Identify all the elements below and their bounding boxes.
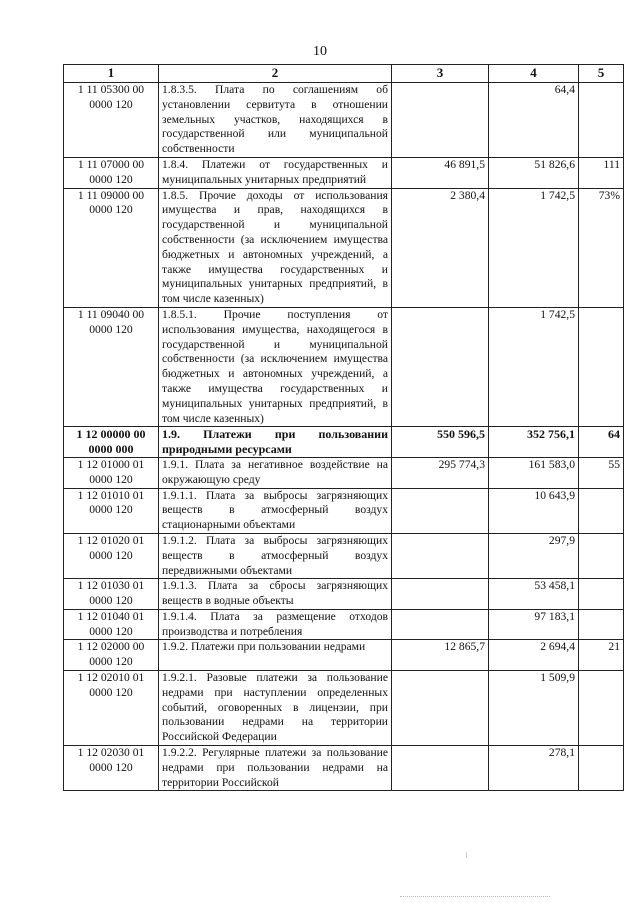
row-name-cell: 1.8.5.1. Прочие поступления от использования имущества, находящегося в государственной и муниципальной собственности (за исключением имущества бюджетных и автономных учреждений, а также имущества государственных и муниципальных унитарных предприятий, в том числе казенных) bbox=[159, 307, 392, 426]
row-fact-cell: 10 643,9 bbox=[489, 488, 579, 533]
row-code-cell: 1 12 01040 01 0000 120 bbox=[64, 609, 159, 640]
column-header-code: 1 bbox=[64, 65, 159, 83]
row-code-cell: 1 11 07000 00 0000 120 bbox=[64, 157, 159, 188]
row-plan-cell bbox=[392, 609, 489, 640]
row-name-cell: 1.8.5. Прочие доходы от использования имущества и прав, находящихся в государственной и муниципальной собственности (за исключением имущества бюджетных и автономных учреждений, а также имущества государственных и муниципальных унитарных предприятий, в том числе казенных) bbox=[159, 188, 392, 307]
row-fact-cell: 297,9 bbox=[489, 533, 579, 578]
table-row bbox=[64, 427, 624, 458]
row-plan-cell bbox=[392, 533, 489, 578]
row-plan-cell: 295 774,3 bbox=[392, 457, 489, 488]
row-plan-cell bbox=[392, 671, 489, 746]
row-code-cell: 1 11 09000 00 0000 120 bbox=[64, 188, 159, 307]
row-plan-cell bbox=[392, 83, 489, 158]
row-name-cell: 1.9.1. Плата за негативное воздействие на окружающую среду bbox=[159, 457, 392, 488]
row-plan-cell: 2 380,4 bbox=[392, 188, 489, 307]
row-fact-cell: 64,4 bbox=[489, 83, 579, 158]
row-code-cell: 1 12 01020 01 0000 120 bbox=[64, 533, 159, 578]
table-row bbox=[64, 307, 624, 426]
table-row bbox=[64, 83, 624, 158]
row-percent-cell bbox=[579, 488, 624, 533]
row-plan-cell bbox=[392, 307, 489, 426]
row-name-cell: 1.8.3.5. Плата по соглашениям об установлении сервитута в отношении земельных участков, находящихся в государственной или муниципальной собственности bbox=[159, 83, 392, 158]
row-code-cell: 1 12 02010 01 0000 120 bbox=[64, 671, 159, 746]
row-fact-cell: 2 694,4 bbox=[489, 640, 579, 671]
row-percent-cell bbox=[579, 609, 624, 640]
row-percent-cell bbox=[579, 533, 624, 578]
row-fact-cell: 53 458,1 bbox=[489, 579, 579, 610]
row-name-cell: 1.9.1.2. Плата за выбросы загрязняющих веществ в атмосферный воздух передвижными объектами bbox=[159, 533, 392, 578]
table-row bbox=[64, 671, 624, 746]
row-name-cell: 1.9.2. Платежи при пользовании недрами bbox=[159, 640, 392, 671]
row-percent-cell: 21 bbox=[579, 640, 624, 671]
row-code-cell: 1 11 05300 00 0000 120 bbox=[64, 83, 159, 158]
row-plan-cell: 12 865,7 bbox=[392, 640, 489, 671]
row-name-cell: 1.9.1.4. Плата за размещение отходов производства и потребления bbox=[159, 609, 392, 640]
scan-artifact bbox=[400, 896, 550, 899]
row-name-cell: 1.9.1.3. Плата за сбросы загрязняющих веществ в водные объекты bbox=[159, 579, 392, 610]
column-header-fact: 4 bbox=[489, 65, 579, 83]
table-header-row bbox=[64, 65, 624, 83]
row-code-cell: 1 12 00000 00 0000 000 bbox=[64, 427, 159, 458]
row-plan-cell: 550 596,5 bbox=[392, 427, 489, 458]
row-plan-cell: 46 891,5 bbox=[392, 157, 489, 188]
table-row bbox=[64, 488, 624, 533]
row-percent-cell bbox=[579, 671, 624, 746]
row-percent-cell: 64 bbox=[579, 427, 624, 458]
table-row bbox=[64, 746, 624, 791]
row-name-cell: 1.9.2.2. Регулярные платежи за пользование недрами при пользовании недрами на территории Российской bbox=[159, 746, 392, 791]
row-percent-cell: 111 bbox=[579, 157, 624, 188]
row-percent-cell bbox=[579, 579, 624, 610]
column-header-plan: 3 bbox=[392, 65, 489, 83]
row-percent-cell bbox=[579, 746, 624, 791]
row-percent-cell bbox=[579, 83, 624, 158]
table-row bbox=[64, 579, 624, 610]
row-name-cell: 1.8.4. Платежи от государственных и муниципальных унитарных предприятий bbox=[159, 157, 392, 188]
row-code-cell: 1 11 09040 00 0000 120 bbox=[64, 307, 159, 426]
row-fact-cell: 97 183,1 bbox=[489, 609, 579, 640]
row-code-cell: 1 12 01010 01 0000 120 bbox=[64, 488, 159, 533]
row-percent-cell: 55 bbox=[579, 457, 624, 488]
row-plan-cell bbox=[392, 579, 489, 610]
budget-revenue-table bbox=[63, 64, 624, 791]
row-plan-cell bbox=[392, 488, 489, 533]
row-name-cell: 1.9.2.1. Разовые платежи за пользование недрами при наступлении определенных событий, оговоренных в лицензии, при пользовании недрами на территории Российской Федерации bbox=[159, 671, 392, 746]
scan-artifact bbox=[466, 852, 467, 858]
row-fact-cell: 278,1 bbox=[489, 746, 579, 791]
row-fact-cell: 161 583,0 bbox=[489, 457, 579, 488]
row-code-cell: 1 12 01000 01 0000 120 bbox=[64, 457, 159, 488]
row-fact-cell: 1 742,5 bbox=[489, 188, 579, 307]
column-header-name: 2 bbox=[159, 65, 392, 83]
row-percent-cell: 73% bbox=[579, 188, 624, 307]
table-row bbox=[64, 640, 624, 671]
row-name-cell: 1.9.1.1. Плата за выбросы загрязняющих веществ в атмосферный воздух стационарными объектами bbox=[159, 488, 392, 533]
row-fact-cell: 352 756,1 bbox=[489, 427, 579, 458]
table-row bbox=[64, 157, 624, 188]
row-fact-cell: 1 742,5 bbox=[489, 307, 579, 426]
row-name-cell: 1.9. Платежи при пользовании природными ресурсами bbox=[159, 427, 392, 458]
row-code-cell: 1 12 02000 00 0000 120 bbox=[64, 640, 159, 671]
row-code-cell: 1 12 02030 01 0000 120 bbox=[64, 746, 159, 791]
table-row bbox=[64, 609, 624, 640]
row-fact-cell: 1 509,9 bbox=[489, 671, 579, 746]
table-row bbox=[64, 188, 624, 307]
table-row bbox=[64, 457, 624, 488]
table-body bbox=[64, 83, 624, 791]
row-fact-cell: 51 826,6 bbox=[489, 157, 579, 188]
row-code-cell: 1 12 01030 01 0000 120 bbox=[64, 579, 159, 610]
row-percent-cell bbox=[579, 307, 624, 426]
page-number: 10 bbox=[313, 44, 327, 59]
column-header-percent: 5 bbox=[579, 65, 624, 83]
row-plan-cell bbox=[392, 746, 489, 791]
table-row bbox=[64, 533, 624, 578]
